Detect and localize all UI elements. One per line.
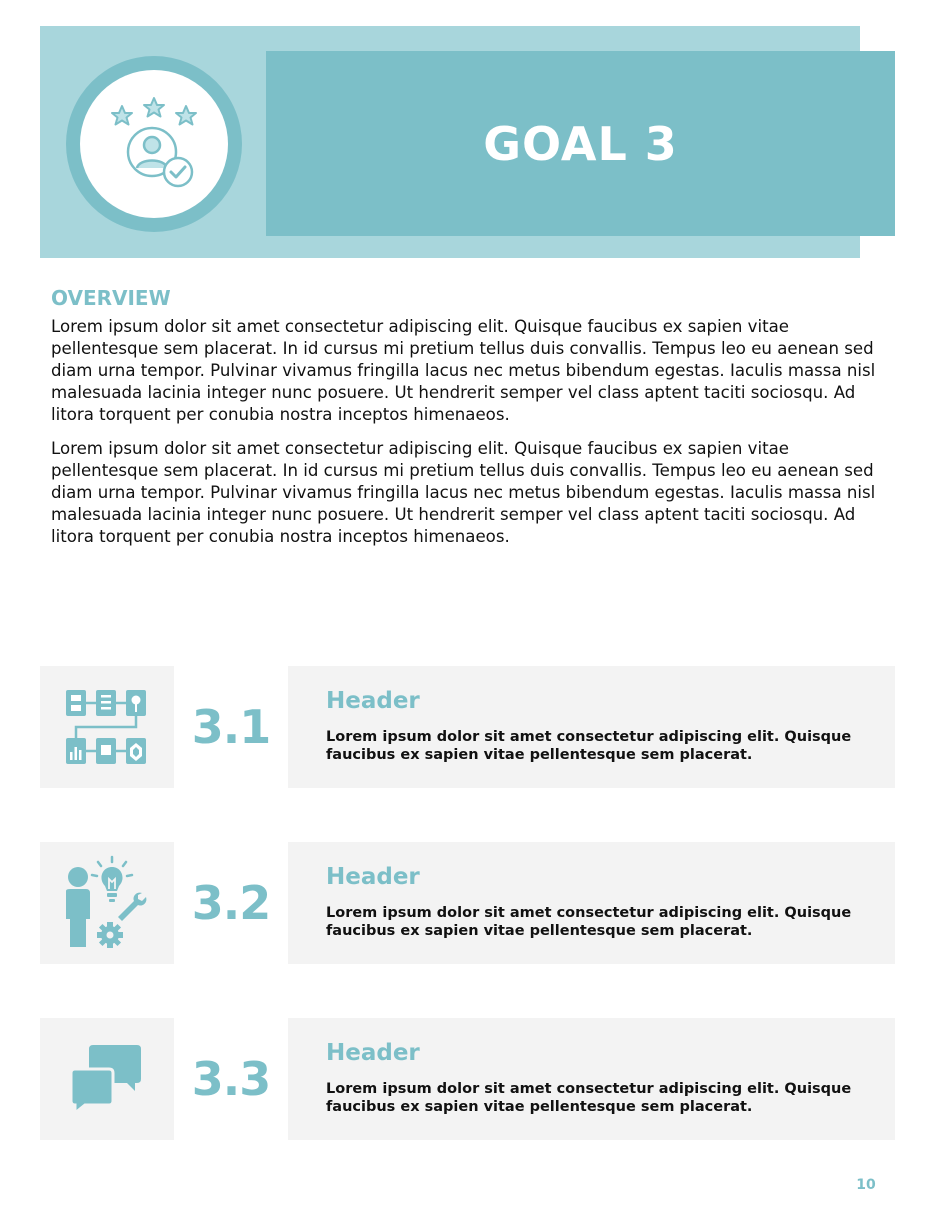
page-number: 10 [856,1177,876,1193]
overview-paragraph-1: Lorem ipsum dolor sit amet consectetur adipiscing elit. Quisque faucibus ex sapien vitae pellentesque sem placerat. In id cursus mi pretium tellus duis convallis. Tempus leo eu aenean sed diam urna tempor. Pulvinar vivamus fringilla lacus nec metus bibendum egestas. Iaculis massa nisl malesuada lacinia integer nunc posuere. Ut hendrerit semper vel class aptent taciti sociosqu. Ad litora torquent per conubia nostra inceptos himenaeos. [51,317,876,424]
goal-number: 3.3 [191,1052,271,1106]
goal-card [288,666,895,788]
page-title: GOAL 3 [483,116,678,171]
hero-icon-ring [66,56,242,232]
goal-description: Lorem ipsum dolor sit amet consectetur adipiscing elit. Quisque faucibus ex sapien vitae pellentesque sem placerat. [326,1081,852,1115]
goal-header: Header [326,864,420,890]
goal-icon-box [40,666,174,788]
chat-bubbles-icon [69,1041,145,1117]
person-idea-tools-icon [62,855,152,951]
goal-card [288,1018,895,1140]
goal-number: 3.2 [191,876,271,930]
goal-description: Lorem ipsum dolor sit amet consectetur adipiscing elit. Quisque faucibus ex sapien vitae pellentesque sem placerat. [326,729,852,763]
workflow-diagram-icon [64,684,150,770]
goal-description: Lorem ipsum dolor sit amet consectetur adipiscing elit. Quisque faucibus ex sapien vitae pellentesque sem placerat. [326,905,852,939]
overview-heading: OVERVIEW [51,286,171,310]
hero-icon-circle [80,70,228,218]
goal-icon-box [40,842,174,964]
overview-paragraph-2: Lorem ipsum dolor sit amet consectetur adipiscing elit. Quisque faucibus ex sapien vitae pellentesque sem placerat. In id cursus mi pretium tellus duis convallis. Tempus leo eu aenean sed diam urna tempor. Pulvinar vivamus fringilla lacus nec metus bibendum egestas. Iaculis massa nisl malesuada lacinia integer nunc posuere. Ut hendrerit semper vel class aptent taciti sociosqu. Ad litora torquent per conubia nostra inceptos himenaeos. [51,439,876,546]
goal-icon-box [40,1018,174,1140]
goal-row-3-2 [40,842,895,964]
goal-header: Header [326,1040,420,1066]
rating-stars-user-check-icon [106,96,202,192]
overview-section [51,286,881,560]
hero-title-box [266,51,895,236]
goal-row-3-3 [40,1018,895,1140]
goal-card [288,842,895,964]
goal-row-3-1 [40,666,895,788]
goal-number: 3.1 [191,700,271,754]
goal-header: Header [326,688,420,714]
